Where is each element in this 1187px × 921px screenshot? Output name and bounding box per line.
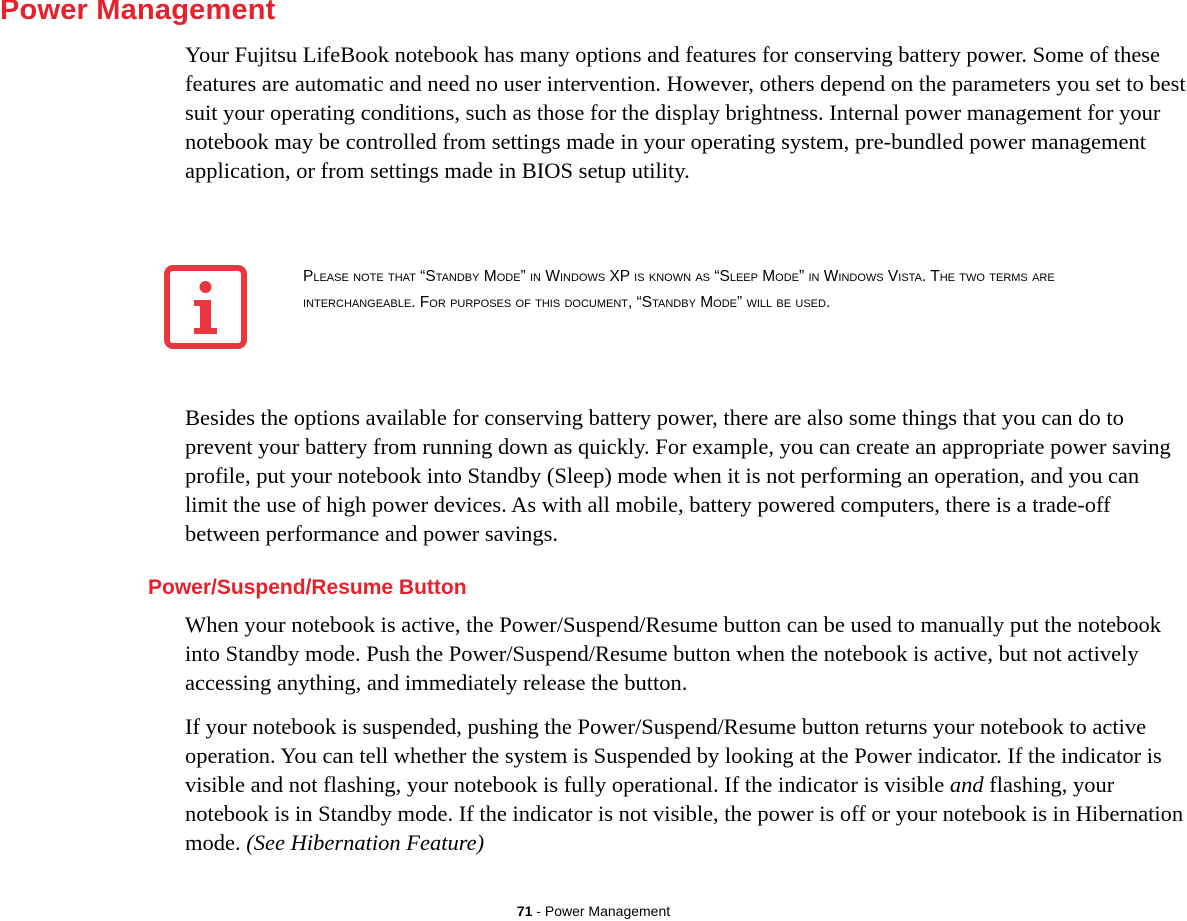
besides-paragraph: Besides the options available for conserving battery power, there are also some things that you can do to prevent your battery from running down as quickly. For example, you can create an appropriate power saving profile, put your notebook into Standby (Sleep) mode when it is not performing an operation, and you can limit the use of high power devices. As with all mobile, battery powered computers, there is a trade-off between performance and power savings.	[185, 405, 1171, 546]
section-title: Power/Suspend/Resume Button	[148, 576, 467, 599]
page-number: 71	[516, 903, 533, 919]
suspended-paragraph	[185, 712, 1187, 857]
page-title: Power Management	[0, 0, 276, 26]
info-icon	[164, 265, 247, 349]
footer-label: Power Management	[544, 903, 671, 919]
hibernation-reference-link[interactable]: (See Hibernation Feature)	[246, 830, 485, 855]
footer-separator: -	[532, 903, 545, 919]
emphasis-and: and	[949, 772, 984, 797]
power-button-paragraph: When your notebook is active, the Power/Suspend/Resume button can be used to manually put the notebook into Standby mode. Push the Power/Suspend/Resume button when the notebook is active, but not actively accessing anything, and immediately release the button.	[185, 612, 1162, 695]
suspended-text-b: flashing, your notebook is in Standby mode. If the indicator is not visible, the power is off or your notebook is in Hibernation mode.	[185, 772, 1184, 855]
page-footer	[0, 903, 1187, 919]
intro-paragraph: Your Fujitsu LifeBook notebook has many options and features for conserving battery power. Some of these features are automatic and need no user intervention. However, others depend on the parameters you set to best suit your operating conditions, such as those for the display brightness. Internal power management for your notebook may be controlled from settings made in your operating system, pre-bundled power management application, or from settings made in BIOS setup utility.	[185, 42, 1186, 183]
note-text: Please note that “Standby Mode” in Windows XP is known as “Sleep Mode” in Windows Vista. The two terms are interchangeable. For purposes of this document, “Standby Mode” will be used.	[303, 268, 1055, 311]
suspended-text-a: If your notebook is suspended, pushing the Power/Suspend/Resume button returns your notebook to active operation. You can tell whether the system is Suspended by looking at the Power indicator. If the indicator is visible and not flashing, your notebook is fully operational. If the indicator is visible	[185, 714, 1162, 797]
